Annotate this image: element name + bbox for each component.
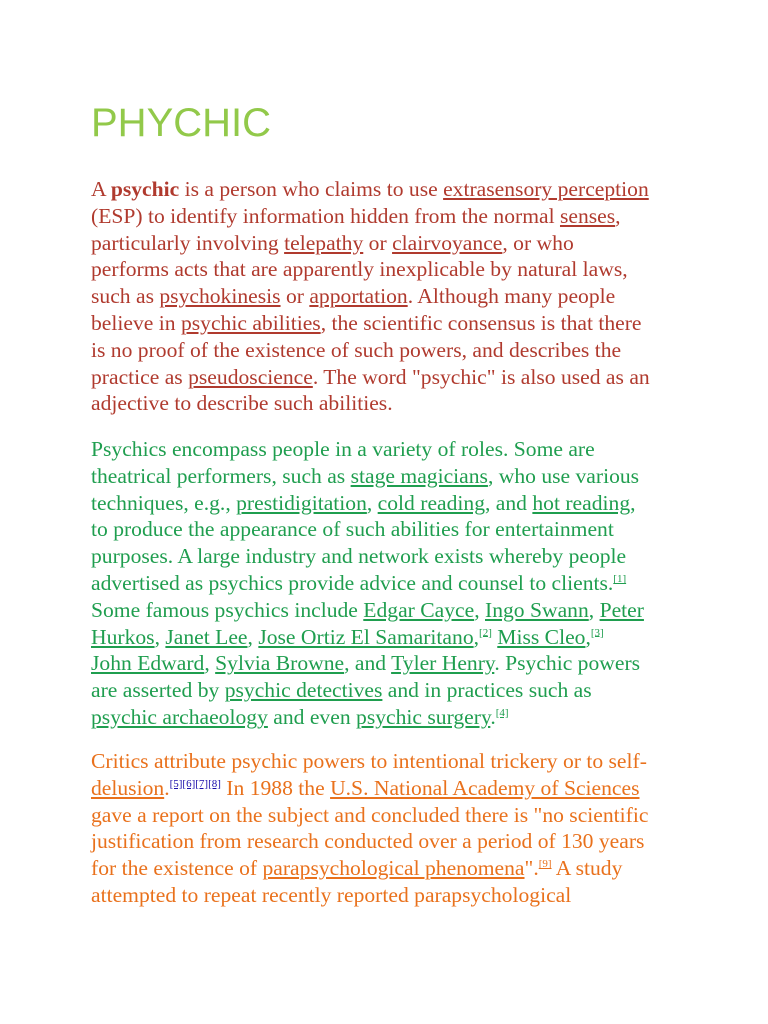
text-line: gave a report on the subject and concluded there is "no scientific xyxy=(91,802,649,827)
link-jose-ortiz[interactable]: Jose Ortiz El Samaritano xyxy=(258,624,474,649)
link-apportation[interactable]: apportation xyxy=(309,284,408,309)
text: are asserted by xyxy=(91,678,225,703)
link-psychokinesis[interactable]: psychokinesis xyxy=(159,284,281,309)
text: In 1988 the xyxy=(220,775,331,800)
citation-link-2[interactable]: [2] xyxy=(479,626,492,639)
text-line xyxy=(91,364,681,391)
text-line xyxy=(91,203,681,230)
text: . The word "psychic" is also used as an xyxy=(312,364,650,389)
text: . xyxy=(490,704,496,729)
text-line: is no proof of the existence of such powers, and describes the xyxy=(91,337,622,362)
text: particularly involving xyxy=(91,230,285,255)
link-psychic-abilities[interactable]: psychic abilities xyxy=(180,310,321,335)
text-line xyxy=(91,283,681,310)
citation-link-1[interactable]: [1] xyxy=(613,572,627,585)
link-pseudoscience[interactable]: pseudoscience xyxy=(188,364,313,389)
text-line xyxy=(91,570,681,597)
text: practice as xyxy=(91,364,189,389)
text: advertised as psychics provide advice and counsel to clients. xyxy=(91,570,614,595)
text-line xyxy=(91,310,681,337)
page-title: PHYCHIC xyxy=(91,101,272,145)
text: , xyxy=(585,624,591,649)
link-psychic-surgery[interactable]: psychic surgery xyxy=(356,704,491,729)
text-line xyxy=(91,230,681,257)
text: . Although many people xyxy=(407,284,616,309)
text: , and xyxy=(344,651,392,676)
link-janet-lee[interactable]: Janet Lee xyxy=(165,624,248,649)
paragraph-intro xyxy=(91,176,681,417)
link-senses[interactable]: senses xyxy=(559,203,616,228)
text-line: to produce the appearance of such abilities for entertainment xyxy=(91,517,614,542)
text: , xyxy=(473,624,480,649)
citation xyxy=(479,626,492,638)
link-peter-hurkos[interactable]: Peter xyxy=(599,597,644,622)
link-stage-magicians[interactable]: stage magicians xyxy=(350,463,488,488)
link-tyler-henry[interactable]: Tyler Henry xyxy=(391,651,495,676)
link-clairvoyance[interactable]: clairvoyance xyxy=(392,230,503,255)
text: A study xyxy=(551,856,623,881)
citation-link-4[interactable]: [4] xyxy=(495,706,509,719)
text: , xyxy=(588,597,600,622)
link-john-edward[interactable]: John Edward xyxy=(91,651,205,676)
link-sylvia-browne[interactable]: Sylvia Browne xyxy=(215,651,345,676)
link-extrasensory-perception[interactable]: extrasensory perception xyxy=(443,177,649,201)
text: believe in xyxy=(91,310,181,335)
paragraph-critics xyxy=(91,748,681,909)
citation xyxy=(496,707,509,719)
text-line xyxy=(91,463,681,490)
text: , xyxy=(247,624,259,649)
text-line: adjective to describe such abilities. xyxy=(91,391,393,416)
text: for the existence of xyxy=(91,856,263,881)
text-line xyxy=(91,855,681,882)
link-hot-reading[interactable]: hot reading xyxy=(532,490,631,515)
text-line xyxy=(91,650,681,677)
citation xyxy=(539,858,552,870)
text: , the scientific consensus is that there xyxy=(320,310,642,335)
text: . Psychic powers xyxy=(494,651,641,676)
text: , xyxy=(474,597,485,622)
text-line: performs acts that are apparently inexplicable by natural laws, xyxy=(91,257,628,282)
text-line xyxy=(91,490,681,517)
text: . xyxy=(164,775,170,800)
citation xyxy=(591,626,604,638)
text: or xyxy=(363,230,393,255)
text: A xyxy=(91,177,111,201)
text-line xyxy=(91,704,681,731)
citation xyxy=(613,573,626,585)
link-peter-hurkos-cont[interactable]: Hurkos xyxy=(91,624,155,649)
text: such as xyxy=(91,284,160,309)
text-line: purposes. A large industry and network exists whereby people xyxy=(91,544,627,569)
text: , xyxy=(204,651,216,676)
text: techniques, e.g., xyxy=(91,490,237,515)
text: , xyxy=(630,490,636,515)
text-line: Psychics encompass people in a variety of roles. Some are xyxy=(91,437,595,461)
text-line: Critics attribute psychic powers to intentional trickery or to self- xyxy=(91,749,647,773)
citation-link-3[interactable]: [3] xyxy=(590,626,604,639)
text: , xyxy=(615,203,621,228)
link-psychic-detectives[interactable]: psychic detectives xyxy=(224,678,383,703)
text: , who use various xyxy=(487,463,640,488)
text-line: attempted to repeat recently reported parapsychological xyxy=(91,882,572,907)
text-line xyxy=(91,677,681,704)
text: and in practices such as xyxy=(382,678,592,703)
link-miss-cleo[interactable]: Miss Cleo xyxy=(497,624,586,649)
link-edgar-cayce[interactable]: Edgar Cayce xyxy=(363,597,475,622)
link-telepathy[interactable]: telepathy xyxy=(284,230,364,255)
text: Some famous psychics include xyxy=(91,597,364,622)
link-ingo-swann[interactable]: Ingo Swann xyxy=(485,597,589,622)
link-parapsychological-phenomena[interactable]: parapsychological phenomena xyxy=(262,856,525,881)
text: , and xyxy=(485,490,533,515)
text-line xyxy=(91,176,681,203)
text: or xyxy=(280,284,310,309)
link-psychic-archaeology[interactable]: psychic archaeology xyxy=(91,704,268,729)
text: , or who xyxy=(502,230,574,255)
text-line xyxy=(91,775,681,802)
text: (ESP) to identify information hidden from the normal xyxy=(91,203,560,228)
text-line xyxy=(91,624,681,651)
text: ". xyxy=(524,856,539,881)
text: and even xyxy=(267,704,357,729)
link-delusion[interactable]: delusion xyxy=(91,775,165,800)
link-prestidigitation[interactable]: prestidigitation xyxy=(236,490,367,515)
citation-link-9[interactable]: [9] xyxy=(538,858,552,870)
text-line: justification from research conducted over a period of 130 years xyxy=(91,829,645,854)
citation xyxy=(170,778,221,790)
paragraph-roles xyxy=(91,436,681,731)
citation-link-5-8[interactable]: [5][6][7][8] xyxy=(169,777,221,790)
text-line xyxy=(91,597,681,624)
term-psychic: psychic xyxy=(110,177,180,201)
link-cold-reading[interactable]: cold reading xyxy=(377,490,485,515)
text: , xyxy=(366,490,378,515)
text: theatrical performers, such as xyxy=(91,463,351,488)
text: , xyxy=(154,624,166,649)
text: is a person who claims to use xyxy=(179,177,444,201)
link-national-academy-of-sciences[interactable]: U.S. National Academy of Sciences xyxy=(330,775,640,800)
